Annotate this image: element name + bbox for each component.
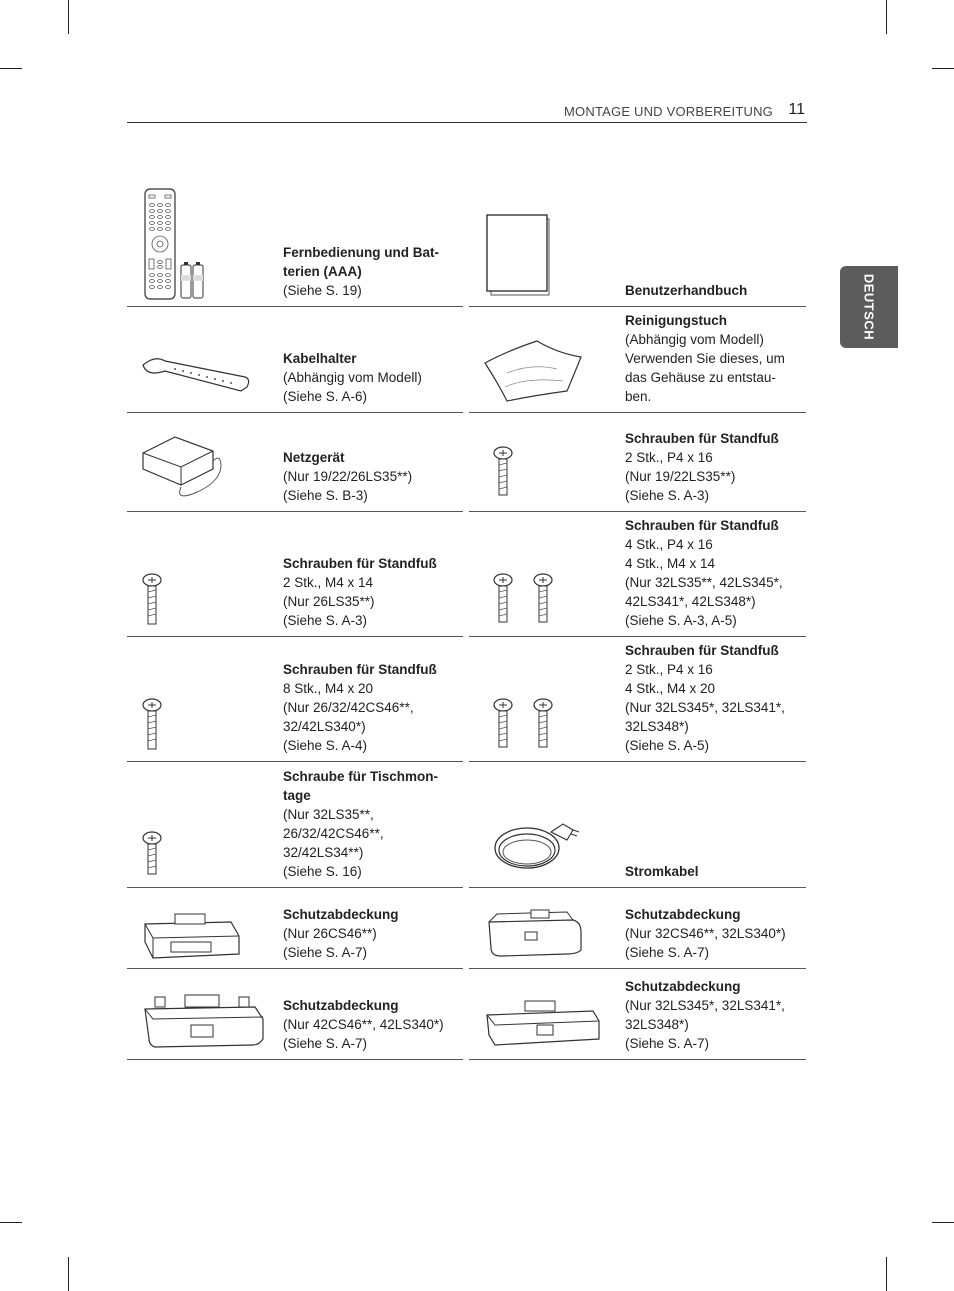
item-text (283, 660, 458, 755)
crop-mark (932, 68, 954, 69)
item-power-adapter (127, 413, 463, 512)
crop-mark (0, 1222, 22, 1223)
item-text (625, 641, 800, 755)
screw-icon (135, 830, 275, 876)
item-text (283, 554, 458, 630)
item-cleaning-cloth (469, 307, 806, 413)
crop-mark (932, 1222, 954, 1223)
item-details: 2 Stk., P4 x 16 4 Stk., M4 x 20 (Nur 32LS345*, 32LS341*, 32LS348*) (Siehe S. A-5) (625, 662, 785, 753)
item-manual (469, 185, 806, 307)
item-details: (Abhängig vom Modell) Verwenden Sie dieses, um das Gehäuse zu entstau- ben. (625, 332, 785, 404)
item-title: Schutzabdeckung (283, 907, 399, 922)
power-adapter-icon (135, 423, 275, 505)
item-protective-cover-2 (469, 888, 806, 969)
item-text (625, 905, 800, 962)
crop-mark (0, 68, 22, 69)
item-text (283, 996, 458, 1053)
crop-mark (68, 0, 69, 34)
item-stand-screws-4 (127, 637, 463, 762)
item-details: (Nur 32CS46**, 32LS340*) (Siehe S. A-7) (625, 926, 786, 960)
protective-cover-icon (477, 995, 617, 1051)
protective-cover-icon (135, 989, 275, 1051)
crop-mark (886, 0, 887, 34)
item-title: Schrauben für Standfuß (625, 431, 779, 446)
item-details: (Nur 32LS35**, 26/32/42CS46**, 32/42LS34**) (Siehe S. 16) (283, 807, 384, 879)
item-text (625, 977, 800, 1053)
item-details: 2 Stk., M4 x 14 (Nur 26LS35**) (Siehe S. A-3) (283, 575, 375, 628)
item-text (283, 905, 458, 962)
item-title: Schutzabdeckung (283, 998, 399, 1013)
item-protective-cover-1 (127, 888, 463, 969)
item-title: Schrauben für Standfuß (625, 643, 779, 658)
power-cord-icon (477, 816, 617, 876)
item-text (625, 862, 800, 881)
item-protective-cover-4 (469, 969, 806, 1060)
two-screws-icon (477, 697, 617, 751)
item-title: Schutzabdeckung (625, 979, 741, 994)
item-stand-screws-3 (469, 512, 806, 637)
crop-mark (886, 1257, 887, 1291)
item-protective-cover-3 (127, 969, 463, 1060)
item-details: (Nur 42CS46**, 42LS340*) (Siehe S. A-7) (283, 1017, 444, 1051)
screw-icon (477, 445, 617, 499)
item-details: 8 Stk., M4 x 20 (Nur 26/32/42CS46**, 32/42LS340*) (Siehe S. A-4) (283, 681, 414, 753)
item-power-cord (469, 762, 806, 888)
language-tab (840, 266, 898, 348)
item-title: Stromkabel (625, 864, 699, 879)
protective-cover-icon (135, 900, 275, 962)
item-text (283, 767, 458, 881)
item-title: Schrauben für Standfuß (625, 518, 779, 533)
item-details: (Siehe S. 19) (283, 283, 362, 298)
item-text (283, 448, 458, 505)
section-title: MONTAGE UND VORBEREITUNG (564, 104, 773, 119)
item-stand-screws-2 (127, 512, 463, 637)
item-text (625, 311, 800, 406)
page-number: 11 (788, 101, 805, 118)
item-title: Schrauben für Standfuß (283, 556, 437, 571)
item-title: Schrauben für Standfuß (283, 662, 437, 677)
item-details: 4 Stk., P4 x 16 4 Stk., M4 x 14 (Nur 32LS35**, 42LS345*, 42LS341*, 42LS348*) (Siehe S. A-3, A-5) (625, 537, 783, 628)
item-details: (Nur 19/22/26LS35**) (Siehe S. B-3) (283, 469, 413, 503)
crop-mark (68, 1257, 69, 1291)
item-text (625, 516, 800, 630)
screw-icon (135, 572, 275, 626)
screw-icon (135, 697, 275, 751)
item-title: Schutzabdeckung (625, 907, 741, 922)
manual-icon (477, 213, 617, 297)
item-details: (Abhängig vom Modell) (Siehe S. A-6) (283, 370, 422, 404)
item-text (625, 281, 800, 300)
item-table-mount-screw (127, 762, 463, 888)
item-remote-control (127, 185, 463, 307)
cleaning-cloth-icon (477, 333, 617, 403)
item-text (625, 429, 800, 505)
item-text (283, 349, 458, 406)
item-stand-screws-5 (469, 637, 806, 762)
two-screws-icon (477, 572, 617, 626)
language-tab-label: DEUTSCH (861, 273, 877, 341)
item-title: Kabelhalter (283, 351, 357, 366)
item-details: 2 Stk., P4 x 16 (Nur 19/22LS35**) (Siehe S. A-3) (625, 450, 736, 503)
item-title: Benutzerhandbuch (625, 283, 748, 298)
item-title: Reinigungstuch (625, 313, 727, 328)
item-title: Netzgerät (283, 450, 345, 465)
item-title: Schraube für Tischmon- tage (283, 769, 439, 803)
item-stand-screws-1 (469, 413, 806, 512)
item-details: (Nur 32LS345*, 32LS341*, 32LS348*) (Siehe S. A-7) (625, 998, 785, 1051)
page-header (127, 100, 807, 123)
item-details: (Nur 26CS46**) (Siehe S. A-7) (283, 926, 377, 960)
item-cable-holder (127, 307, 463, 413)
remote-control-batteries-icon (135, 187, 275, 301)
item-title: Fernbedienung und Bat- terien (AAA) (283, 245, 439, 279)
item-text (283, 243, 458, 300)
cable-holder-icon (135, 347, 275, 397)
protective-cover-icon (477, 902, 617, 962)
